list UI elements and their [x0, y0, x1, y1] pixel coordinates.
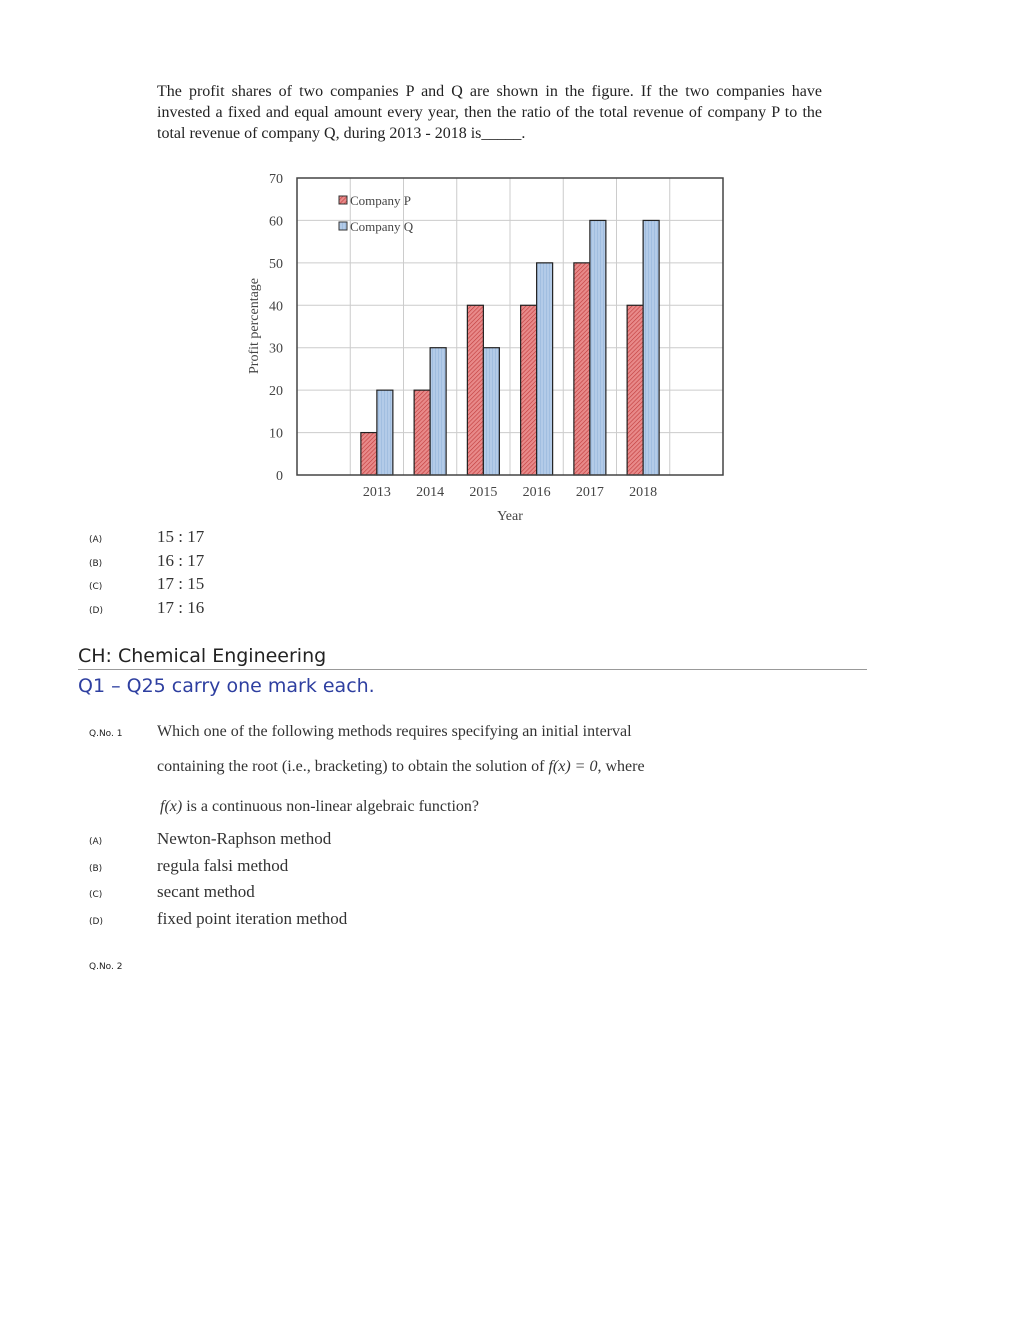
y-axis-label: Profit percentage: [247, 277, 262, 375]
section-subtitle: Q1 – Q25 carry one mark each.: [78, 675, 375, 697]
legend-swatch-p: [339, 196, 347, 204]
option-text[interactable]: 17 : 16: [157, 597, 205, 617]
q1-line2-pre: containing the root (i.e., bracketing) to obtain the solution of: [157, 758, 549, 775]
x-tick-label: 2015: [469, 485, 498, 500]
option-label: (A): [89, 837, 103, 847]
bar-p-2013: [361, 433, 377, 475]
option-text[interactable]: regula falsi method: [157, 855, 289, 875]
bar-q-2016: [537, 263, 553, 475]
option-label: (B): [89, 863, 103, 874]
bar-q-2015: [483, 348, 499, 475]
bar-p-2016: [521, 305, 537, 475]
q1-equation: f(x) = 0: [548, 758, 598, 775]
y-tick-label: 10: [269, 426, 283, 442]
q1-line2: [157, 758, 645, 776]
x-tick-label: 2013: [362, 485, 391, 500]
bar-p-2015: [467, 305, 483, 475]
y-tick-label: 40: [269, 299, 283, 315]
bar-q-2013: [377, 390, 393, 475]
x-tick-label: 2017: [575, 485, 604, 500]
legend-label-q: Company Q: [350, 219, 414, 234]
x-tick-label: 2018: [629, 485, 658, 500]
q1-number: Q.No. 1: [89, 729, 123, 739]
q1-line2-post: , where: [597, 758, 645, 775]
bar-q-2017: [590, 220, 606, 475]
y-tick-label: 70: [269, 172, 283, 187]
profit-chart: [0, 0, 1020, 540]
y-tick-label: 50: [269, 256, 283, 272]
q1-line3-post: is a continuous non-linear algebraic function?: [182, 798, 479, 815]
legend-label-p: Company P: [350, 193, 412, 208]
bar-q-2014: [430, 348, 446, 475]
y-tick-label: 20: [269, 384, 283, 400]
bar-p-2014: [414, 390, 430, 475]
y-tick-label: 0: [276, 469, 283, 484]
option-label: (C): [89, 890, 103, 900]
section-title: CH: Chemical Engineering: [78, 645, 327, 667]
option-label: (D): [89, 916, 103, 927]
bar-p-2017: [574, 263, 590, 475]
option-text[interactable]: secant method: [157, 882, 255, 901]
legend-swatch-q: [339, 222, 347, 230]
q1-line3: [160, 798, 479, 816]
option-label: (A): [89, 535, 103, 545]
option-text[interactable]: 17 : 15: [157, 574, 205, 593]
bar-q-2018: [643, 220, 659, 475]
q1-func: f(x): [160, 798, 183, 815]
option-text[interactable]: Newton-Raphson method: [157, 829, 332, 848]
q1-line1: Which one of the following methods requires specifying an initial interval: [157, 723, 632, 740]
bar-p-2018: [627, 305, 643, 475]
x-tick-label: 2014: [416, 485, 445, 500]
option-label: (C): [89, 582, 103, 592]
question-intro-text: The profit shares of two companies P and Q are shown in the figure. If the two companies have invested a fixed and equal amount every year, then the ratio of the total revenue of company P to the total revenue of company Q, during 2013 - 2018 is_____.: [157, 83, 822, 142]
option-text[interactable]: 16 : 17: [157, 550, 205, 570]
option-text[interactable]: 15 : 17: [157, 527, 205, 546]
x-axis-label: Year: [497, 509, 523, 524]
y-tick-label: 60: [269, 214, 283, 230]
section-divider: [78, 669, 867, 670]
option-label: (B): [89, 558, 103, 569]
option-text[interactable]: fixed point iteration method: [157, 908, 348, 928]
y-tick-label: 30: [269, 341, 283, 357]
x-tick-label: 2016: [522, 485, 551, 500]
q2-number: Q.No. 2: [89, 962, 123, 972]
option-label: (D): [89, 605, 103, 616]
